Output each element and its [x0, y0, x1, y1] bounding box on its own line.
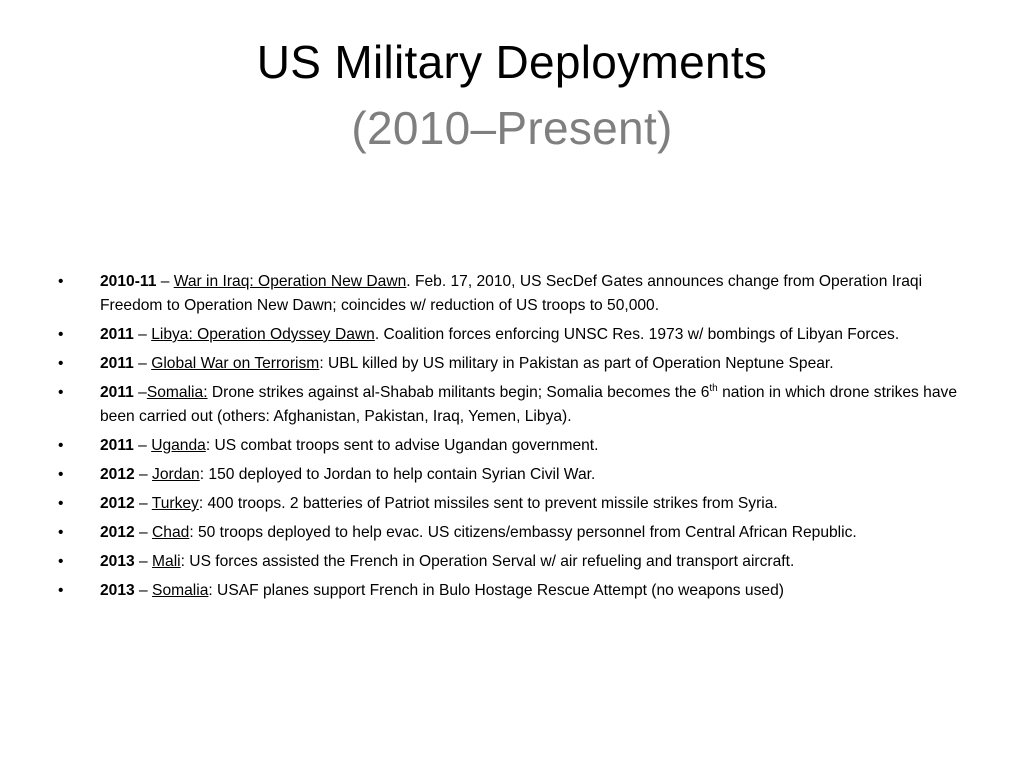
bullet-topic-link[interactable]: Chad: [152, 524, 190, 541]
bullet-separator: –: [133, 355, 152, 372]
bullet-dot-icon: •: [58, 553, 64, 570]
bullet-year: 2012: [100, 466, 135, 483]
bullet-topic-link[interactable]: Jordan: [152, 466, 200, 483]
bullet-topic-link[interactable]: War in Iraq: Operation New Dawn: [173, 273, 407, 290]
bullet-separator: –: [134, 466, 153, 483]
bullet-text: : UBL killed by US military in Pakistan as part of Operation Neptune Spear.: [319, 355, 834, 372]
bullet-text: : 150 deployed to Jordan to help contain Syrian Civil War.: [199, 466, 596, 483]
bullet-topic-link[interactable]: Somalia: [152, 582, 209, 599]
bullet-item: [58, 521, 958, 545]
bullet-year: 2011: [100, 437, 134, 454]
bullet-text: : US combat troops sent to advise Ugandan government.: [205, 437, 599, 454]
bullet-text: Drone strikes against al-Shabab militants begin; Somalia becomes the 6: [207, 384, 710, 401]
bullet-topic-link[interactable]: Somalia:: [146, 384, 208, 401]
bullet-dot-icon: •: [58, 355, 64, 372]
bullet-year: 2013: [100, 582, 135, 599]
bullet-text: . Coalition forces enforcing UNSC Res. 1973 w/ bombings of Libyan Forces.: [374, 326, 900, 343]
bullet-text: . Feb. 17, 2010, US SecDef Gates announces change from Operation Iraqi Freedom to Operation New Dawn; coincides w/ reduction of US troops to 50,000.: [100, 273, 923, 314]
bullet-dot-icon: •: [58, 582, 64, 599]
bullet-dot-icon: •: [58, 524, 64, 541]
bullet-year: 2012: [100, 495, 135, 512]
bullet-dot-icon: •: [58, 466, 64, 483]
bullet-separator: –: [133, 437, 152, 454]
bullet-item: [58, 352, 958, 376]
slide-title: US Military Deployments: [256, 36, 768, 88]
bullet-dot-icon: •: [58, 437, 64, 454]
bullet-item: [58, 381, 958, 429]
bullet-topic-link[interactable]: Uganda: [151, 437, 206, 454]
bullet-item: [58, 492, 958, 516]
bullet-topic-link[interactable]: Turkey: [151, 495, 199, 512]
bullet-dot-icon: •: [58, 326, 64, 343]
slide-subtitle: (2010–Present): [351, 102, 673, 154]
bullet-dot-icon: •: [58, 273, 64, 290]
bullet-topic-link[interactable]: Mali: [152, 553, 181, 570]
bullet-text: : USAF planes support French in Bulo Hostage Rescue Attempt (no weapons used): [208, 582, 784, 599]
bullet-item: [58, 579, 958, 603]
bullet-dot-icon: •: [58, 384, 64, 401]
bullet-year: 2011: [100, 355, 134, 372]
bullet-separator: –: [134, 495, 152, 512]
title-block: [0, 30, 1024, 162]
bullet-separator: –: [133, 326, 152, 343]
bullet-text: : 50 troops deployed to help evac. US citizens/embassy personnel from Central African Republic.: [189, 524, 857, 541]
bullet-separator: –: [134, 524, 153, 541]
bullet-year: 2011: [100, 384, 134, 401]
bullet-topic-link[interactable]: Global War on Terrorism: [151, 355, 320, 372]
bullet-superscript: th: [709, 382, 718, 394]
bullet-year: 2013: [100, 553, 135, 570]
bullet-separator: –: [156, 273, 174, 290]
bullet-year: 2012: [100, 524, 135, 541]
bullet-dot-icon: •: [58, 495, 64, 512]
bullet-separator: –: [134, 582, 153, 599]
bullet-separator: –: [133, 384, 147, 401]
bullet-topic-link[interactable]: Libya: Operation Odyssey Dawn: [151, 326, 375, 343]
bullet-item: [58, 270, 958, 318]
bullet-item: [58, 550, 958, 574]
bullet-separator: –: [134, 553, 153, 570]
bullet-item: [58, 434, 958, 458]
bullet-text: : US forces assisted the French in Operation Serval w/ air refueling and transport aircraft.: [180, 553, 795, 570]
bullet-text: : 400 troops. 2 batteries of Patriot missiles sent to prevent missile strikes from Syria.: [198, 495, 778, 512]
bullet-list: [58, 270, 958, 608]
bullet-item: [58, 463, 958, 487]
bullet-year: 2011: [100, 326, 134, 343]
bullet-text-continued: nation in which drone strikes have been carried out (others: Afghanistan, Pakistan, Iraq, Yemen, Libya).: [100, 384, 957, 425]
bullet-year: 2010-11: [100, 273, 157, 290]
bullet-item: [58, 323, 958, 347]
